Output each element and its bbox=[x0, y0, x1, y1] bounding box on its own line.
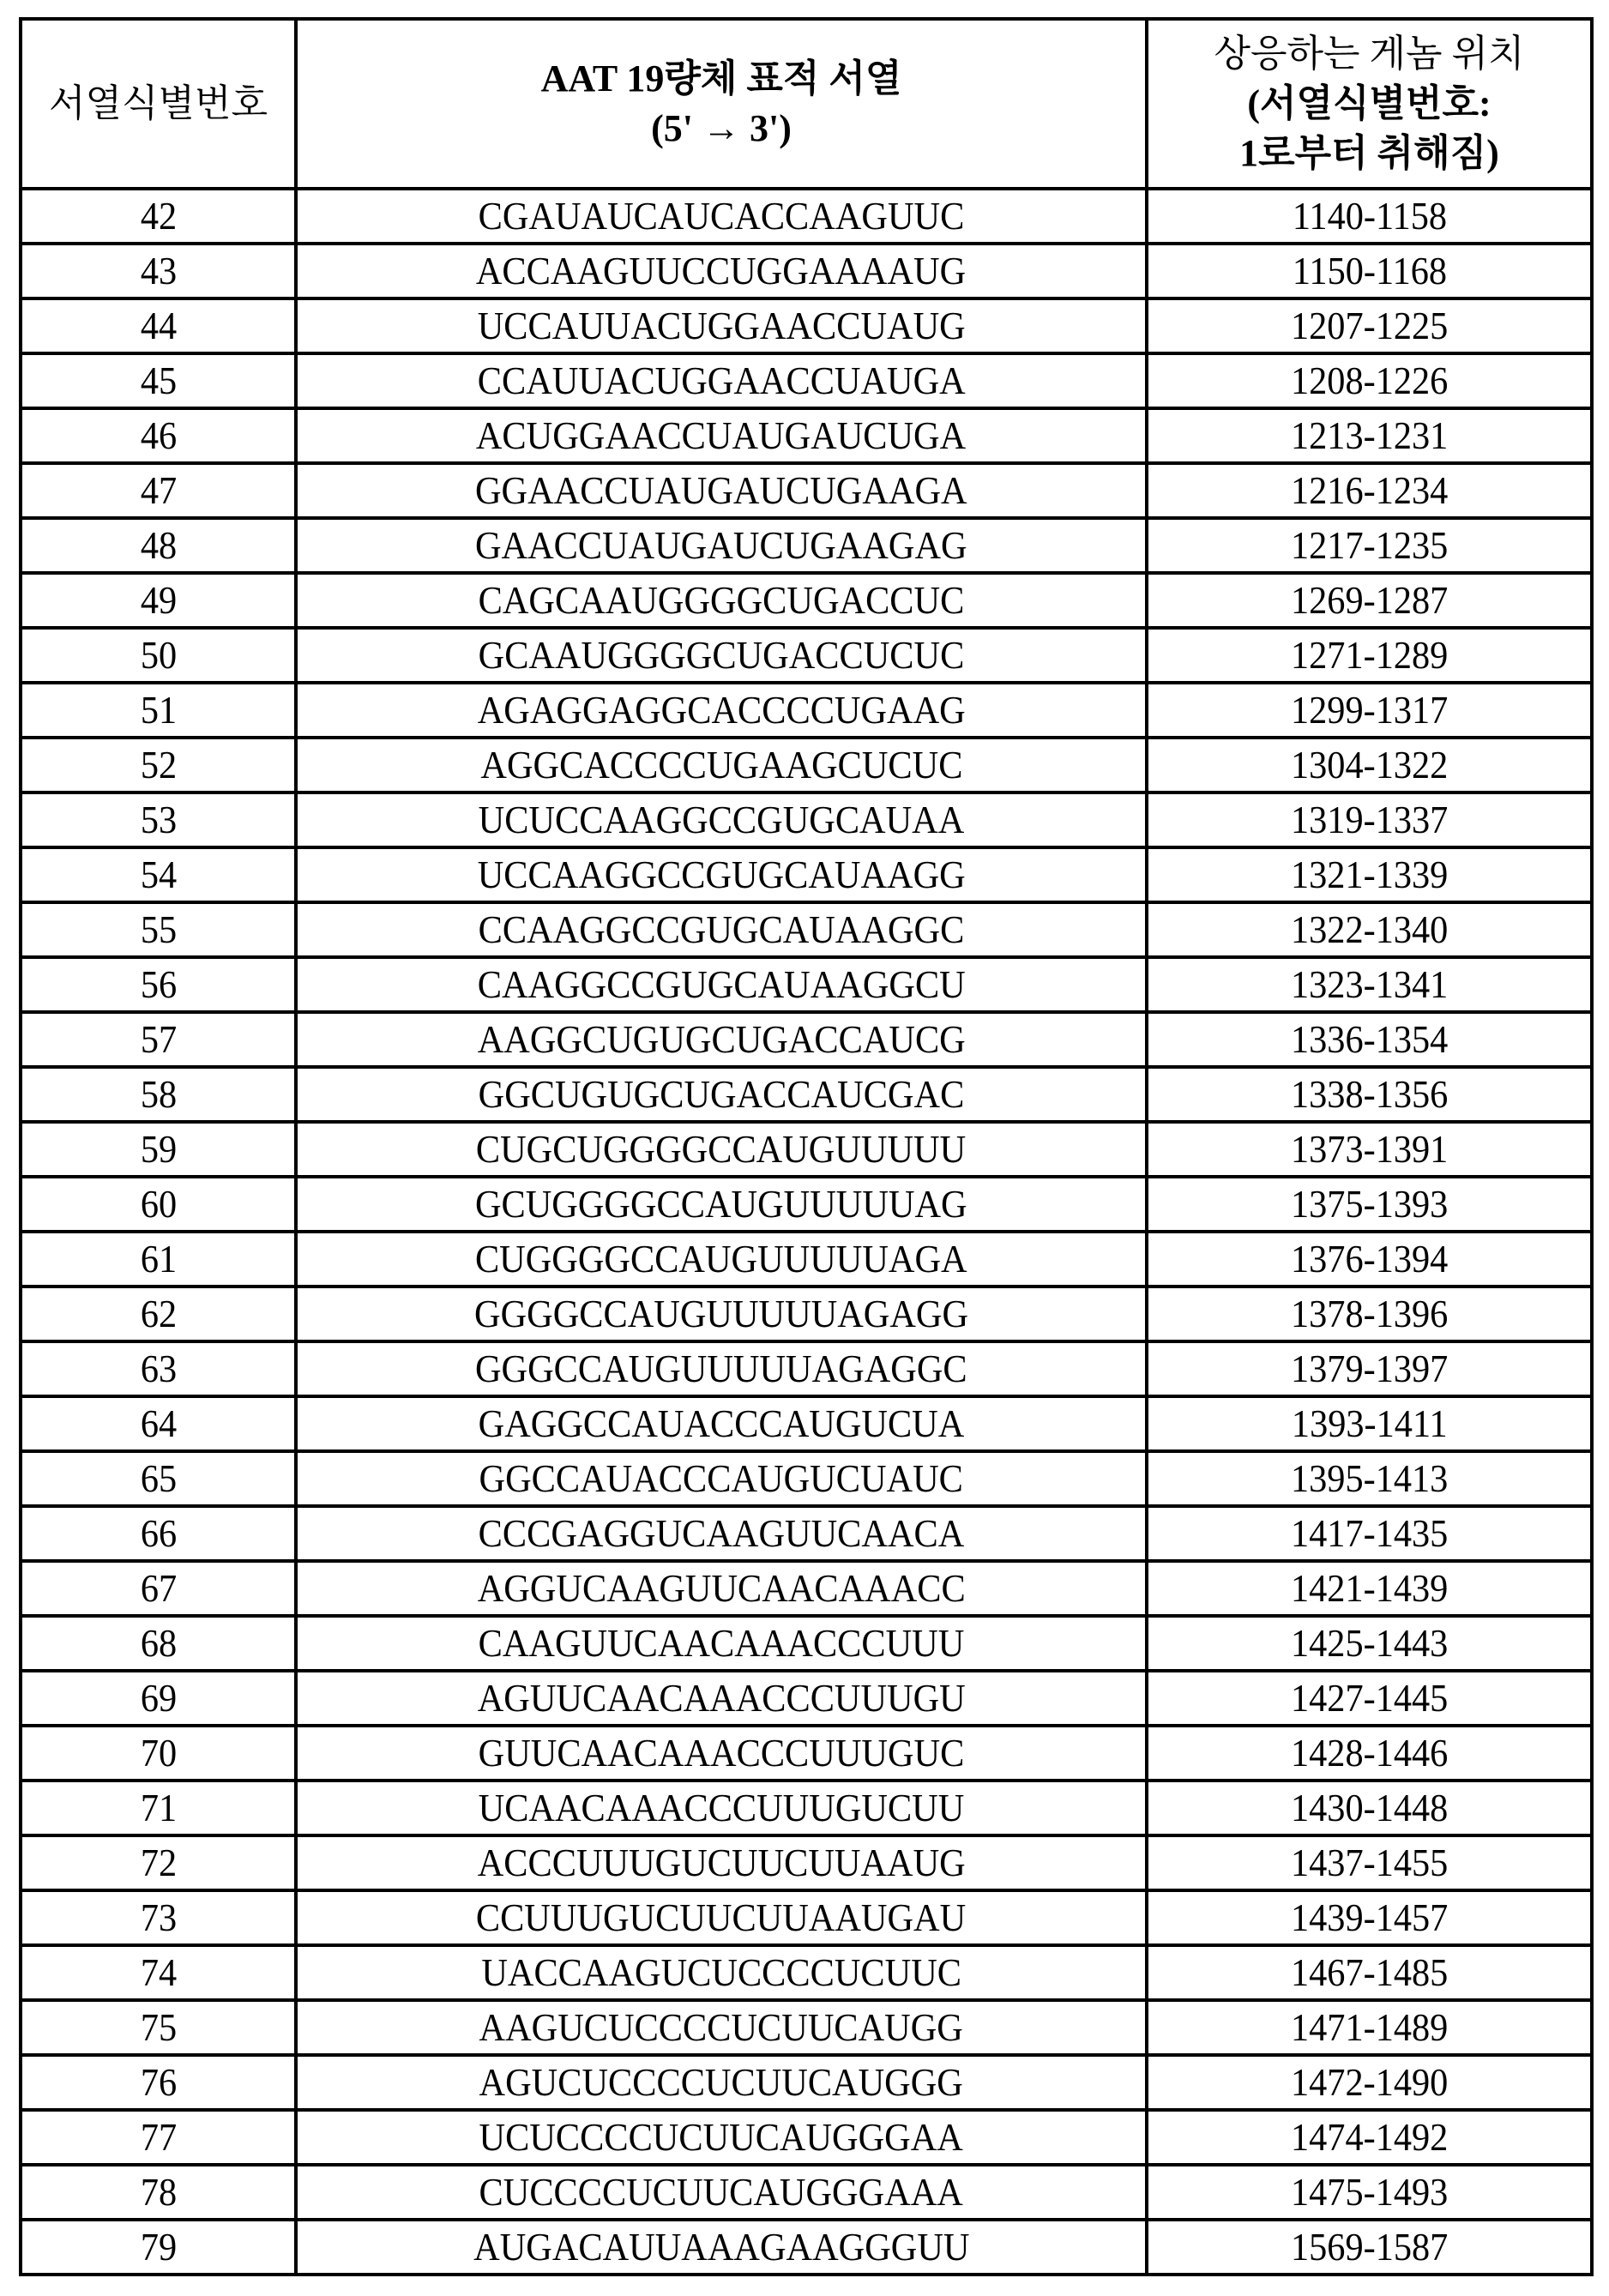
target-sequence-cell-text: AGUCUCCCCUCUUCAUGGG bbox=[479, 2058, 963, 2106]
target-sequence-cell bbox=[296, 1726, 1147, 1781]
target-sequence-cell-text: UCUCCCCUCUUCAUGGGAA bbox=[479, 2113, 963, 2161]
table-row bbox=[21, 1781, 1592, 1835]
target-sequence-cell bbox=[296, 957, 1147, 1012]
genome-position-cell bbox=[1147, 1122, 1592, 1177]
genome-position-cell-text: 1393-1411 bbox=[1292, 1400, 1448, 1448]
seq-id-cell bbox=[21, 1122, 296, 1177]
target-sequence-cell-text: GGCUGUGCUGACCAUCGAC bbox=[479, 1070, 965, 1118]
target-sequence-cell-text: AGGUCAAGUUCAACAAACC bbox=[477, 1564, 965, 1612]
target-sequence-cell-text: AGAGGAGGCACCCCUGAAG bbox=[477, 686, 965, 734]
seq-id-cell-text: 65 bbox=[140, 1455, 176, 1503]
target-sequence-cell bbox=[296, 353, 1147, 408]
target-sequence-cell-text: GAACCUAUGAUCUGAAGAG bbox=[475, 521, 967, 569]
genome-position-cell bbox=[1147, 902, 1592, 957]
table-row bbox=[21, 2110, 1592, 2165]
seq-id-cell bbox=[21, 2000, 296, 2055]
table-row bbox=[21, 2055, 1592, 2110]
seq-id-cell bbox=[21, 1396, 296, 1451]
target-sequence-cell-text: UCCAAGGCCGUGCAUAAGG bbox=[477, 851, 965, 899]
seq-id-cell-text: 49 bbox=[140, 576, 176, 624]
target-sequence-cell-text: AAGUCUCCCCUCUUCAUGG bbox=[479, 2004, 963, 2052]
target-sequence-cell bbox=[296, 573, 1147, 628]
target-sequence-cell-text: CCAUUACUGGAACCUAUGA bbox=[477, 357, 965, 405]
genome-position-cell bbox=[1147, 2110, 1592, 2165]
header-genome-position bbox=[1147, 19, 1592, 189]
target-sequence-cell bbox=[296, 2110, 1147, 2165]
seq-id-cell bbox=[21, 189, 296, 244]
seq-id-cell-text: 43 bbox=[140, 247, 176, 295]
target-sequence-cell bbox=[296, 683, 1147, 738]
table-row bbox=[21, 902, 1592, 957]
seq-id-cell-text: 51 bbox=[140, 686, 176, 734]
header-row bbox=[21, 19, 1592, 189]
seq-id-cell bbox=[21, 1890, 296, 1945]
seq-id-cell-text: 78 bbox=[140, 2168, 176, 2216]
seq-id-cell bbox=[21, 2220, 296, 2275]
genome-position-cell bbox=[1147, 573, 1592, 628]
target-sequence-cell-text: ACCAAGUUCCUGGAAAAUG bbox=[476, 247, 966, 295]
genome-position-cell-text: 1471-1489 bbox=[1291, 2004, 1448, 2052]
seq-id-cell bbox=[21, 298, 296, 353]
target-sequence-cell bbox=[296, 1561, 1147, 1616]
seq-id-cell bbox=[21, 1341, 296, 1396]
genome-position-cell-text: 1569-1587 bbox=[1291, 2223, 1448, 2271]
table-row bbox=[21, 2165, 1592, 2220]
genome-position-cell bbox=[1147, 1726, 1592, 1781]
genome-position-cell-text: 1323-1341 bbox=[1291, 961, 1448, 1009]
genome-position-cell bbox=[1147, 957, 1592, 1012]
header-genome-line3: 1로부터 취해짐) bbox=[1148, 129, 1590, 178]
target-sequence-cell-text: UACCAAGUCUCCCCUCUUC bbox=[481, 1949, 961, 1997]
target-sequence-cell bbox=[296, 1781, 1147, 1835]
header-genome-line1: 상응하는 게놈 위치 bbox=[1148, 29, 1590, 79]
target-sequence-cell-text: CAGCAAUGGGGCUGACCUC bbox=[479, 576, 965, 624]
table-row bbox=[21, 1177, 1592, 1232]
table-row bbox=[21, 683, 1592, 738]
genome-position-cell-text: 1425-1443 bbox=[1291, 1619, 1448, 1667]
seq-id-cell-text: 57 bbox=[140, 1015, 176, 1064]
genome-position-cell bbox=[1147, 1616, 1592, 1671]
target-sequence-cell bbox=[296, 1616, 1147, 1671]
seq-id-cell-text: 63 bbox=[140, 1345, 176, 1393]
seq-id-cell bbox=[21, 2110, 296, 2165]
genome-position-cell bbox=[1147, 1945, 1592, 2000]
genome-position-cell bbox=[1147, 2165, 1592, 2220]
target-sequence-cell-text: GGGGCCAUGUUUUUAGAGG bbox=[474, 1290, 968, 1338]
seq-id-cell-text: 79 bbox=[140, 2223, 176, 2271]
target-sequence-cell-text: CCCGAGGUCAAGUUCAACA bbox=[479, 1510, 965, 1558]
target-sequence-cell-text: GCUGGGGCCAUGUUUUUAG bbox=[475, 1180, 967, 1228]
genome-position-cell bbox=[1147, 1506, 1592, 1561]
table-row bbox=[21, 1671, 1592, 1726]
genome-position-cell bbox=[1147, 244, 1592, 298]
target-sequence-cell bbox=[296, 738, 1147, 792]
table-row bbox=[21, 189, 1592, 244]
table-row bbox=[21, 298, 1592, 353]
target-sequence-cell bbox=[296, 1835, 1147, 1890]
genome-position-cell bbox=[1147, 1835, 1592, 1890]
seq-id-cell bbox=[21, 1945, 296, 2000]
target-sequence-cell-text: CUCCCCUCUUCAUGGGAAA bbox=[479, 2168, 963, 2216]
target-sequence-cell-text: GCAAUGGGGCUGACCUCUC bbox=[479, 631, 965, 679]
target-sequence-cell bbox=[296, 902, 1147, 957]
genome-position-cell bbox=[1147, 1177, 1592, 1232]
seq-id-cell bbox=[21, 1671, 296, 1726]
seq-id-cell bbox=[21, 353, 296, 408]
target-sequence-cell-text: CUGCUGGGGCCAUGUUUUU bbox=[476, 1125, 966, 1173]
seq-id-cell-text: 62 bbox=[140, 1290, 176, 1338]
table-row bbox=[21, 573, 1592, 628]
seq-id-cell bbox=[21, 408, 296, 463]
seq-id-cell-text: 42 bbox=[140, 192, 176, 240]
table-row bbox=[21, 2220, 1592, 2275]
seq-id-cell bbox=[21, 1177, 296, 1232]
genome-position-cell bbox=[1147, 792, 1592, 847]
seq-id-cell-text: 60 bbox=[140, 1180, 176, 1228]
genome-position-cell-text: 1216-1234 bbox=[1291, 467, 1448, 515]
table-row bbox=[21, 408, 1592, 463]
target-sequence-cell-text: CAAGUUCAACAAACCCUUU bbox=[479, 1619, 965, 1667]
table-row bbox=[21, 738, 1592, 792]
genome-position-cell bbox=[1147, 1232, 1592, 1287]
target-sequence-cell bbox=[296, 2220, 1147, 2275]
target-sequence-cell bbox=[296, 189, 1147, 244]
target-sequence-cell-text: AGGCACCCCUGAAGCUCUC bbox=[480, 741, 962, 789]
target-sequence-cell-text: AAGGCUGUGCUGACCAUCG bbox=[477, 1015, 965, 1064]
genome-position-cell-text: 1475-1493 bbox=[1291, 2168, 1448, 2216]
target-sequence-cell bbox=[296, 792, 1147, 847]
target-sequence-cell-text: GGAACCUAUGAUCUGAAGA bbox=[475, 467, 967, 515]
target-sequence-cell bbox=[296, 1122, 1147, 1177]
seq-id-cell-text: 72 bbox=[140, 1839, 176, 1887]
seq-id-cell bbox=[21, 738, 296, 792]
seq-id-cell bbox=[21, 1561, 296, 1616]
genome-position-cell bbox=[1147, 1067, 1592, 1122]
genome-position-cell bbox=[1147, 628, 1592, 683]
genome-position-cell-text: 1208-1226 bbox=[1291, 357, 1448, 405]
seq-id-cell bbox=[21, 792, 296, 847]
seq-id-cell bbox=[21, 2165, 296, 2220]
target-sequence-cell-text: GGGCCAUGUUUUUAGAGGC bbox=[475, 1345, 967, 1393]
seq-id-cell bbox=[21, 628, 296, 683]
target-sequence-cell bbox=[296, 1232, 1147, 1287]
seq-id-cell bbox=[21, 1835, 296, 1890]
genome-position-cell bbox=[1147, 2055, 1592, 2110]
seq-id-cell bbox=[21, 1616, 296, 1671]
target-sequence-cell-text: UCAACAAACCCUUUGUCUU bbox=[479, 1784, 965, 1832]
target-sequence-cell-text: UCCAUUACUGGAACCUAUG bbox=[477, 302, 965, 350]
table-row bbox=[21, 1506, 1592, 1561]
target-sequence-cell-text: GGCCAUACCCAUGUCUAUC bbox=[479, 1455, 963, 1503]
target-sequence-cell-text: GUUCAACAAACCCUUUGUC bbox=[479, 1729, 965, 1777]
genome-position-cell-text: 1472-1490 bbox=[1291, 2058, 1448, 2106]
target-sequence-cell bbox=[296, 1341, 1147, 1396]
genome-position-cell-text: 1321-1339 bbox=[1291, 851, 1448, 899]
target-sequence-cell-text: CGAUAUCAUCACCAAGUUC bbox=[479, 192, 965, 240]
genome-position-cell bbox=[1147, 1451, 1592, 1506]
seq-id-cell bbox=[21, 957, 296, 1012]
seq-id-cell-text: 71 bbox=[140, 1784, 176, 1832]
seq-id-cell-text: 45 bbox=[140, 357, 176, 405]
seq-id-cell-text: 61 bbox=[140, 1235, 176, 1283]
seq-id-cell-text: 54 bbox=[140, 851, 176, 899]
genome-position-cell bbox=[1147, 1396, 1592, 1451]
target-sequence-cell bbox=[296, 1012, 1147, 1067]
target-sequence-cell bbox=[296, 408, 1147, 463]
table-row bbox=[21, 353, 1592, 408]
genome-position-cell bbox=[1147, 353, 1592, 408]
target-sequence-cell-text: AGUUCAACAAACCCUUUGU bbox=[477, 1674, 965, 1722]
seq-id-cell-text: 53 bbox=[140, 796, 176, 844]
target-sequence-cell bbox=[296, 847, 1147, 902]
genome-position-cell bbox=[1147, 518, 1592, 573]
header-target-sequence bbox=[296, 19, 1147, 189]
seq-id-cell-text: 48 bbox=[140, 521, 176, 569]
genome-position-cell bbox=[1147, 2220, 1592, 2275]
sequence-table bbox=[19, 17, 1594, 2276]
seq-id-cell bbox=[21, 1067, 296, 1122]
target-sequence-cell-text: UCUCCAAGGCCGUGCAUAA bbox=[479, 796, 965, 844]
genome-position-cell-text: 1304-1322 bbox=[1291, 741, 1448, 789]
seq-id-cell-text: 50 bbox=[140, 631, 176, 679]
genome-position-cell bbox=[1147, 189, 1592, 244]
table-row bbox=[21, 957, 1592, 1012]
genome-position-cell bbox=[1147, 1671, 1592, 1726]
table-row bbox=[21, 1890, 1592, 1945]
table-row bbox=[21, 1835, 1592, 1890]
seq-id-cell bbox=[21, 1781, 296, 1835]
seq-id-cell-text: 58 bbox=[140, 1070, 176, 1118]
seq-id-cell-text: 52 bbox=[140, 741, 176, 789]
table-row bbox=[21, 1945, 1592, 2000]
target-sequence-cell bbox=[296, 244, 1147, 298]
table-row bbox=[21, 1232, 1592, 1287]
target-sequence-cell-text: CAAGGCCGUGCAUAAGGCU bbox=[477, 961, 965, 1009]
genome-position-cell-text: 1373-1391 bbox=[1291, 1125, 1448, 1173]
table-row bbox=[21, 1616, 1592, 1671]
table-row bbox=[21, 1561, 1592, 1616]
table-row bbox=[21, 1122, 1592, 1177]
genome-position-cell-text: 1427-1445 bbox=[1291, 1674, 1448, 1722]
seq-id-cell-text: 64 bbox=[140, 1400, 176, 1448]
genome-position-cell-text: 1322-1340 bbox=[1291, 906, 1448, 954]
genome-position-cell-text: 1336-1354 bbox=[1291, 1015, 1448, 1064]
target-sequence-cell bbox=[296, 1067, 1147, 1122]
target-sequence-cell bbox=[296, 463, 1147, 518]
seq-id-cell-text: 44 bbox=[140, 302, 176, 350]
seq-id-cell bbox=[21, 1232, 296, 1287]
genome-position-cell bbox=[1147, 1341, 1592, 1396]
target-sequence-cell bbox=[296, 2055, 1147, 2110]
genome-position-cell bbox=[1147, 738, 1592, 792]
seq-id-cell bbox=[21, 244, 296, 298]
seq-id-cell-text: 66 bbox=[140, 1510, 176, 1558]
target-sequence-cell bbox=[296, 2000, 1147, 2055]
seq-id-cell bbox=[21, 1451, 296, 1506]
seq-id-cell bbox=[21, 2055, 296, 2110]
genome-position-cell-text: 1378-1396 bbox=[1291, 1290, 1448, 1338]
target-sequence-cell bbox=[296, 1396, 1147, 1451]
genome-position-cell-text: 1474-1492 bbox=[1291, 2113, 1448, 2161]
genome-position-cell-text: 1319-1337 bbox=[1291, 796, 1448, 844]
table-row bbox=[21, 1451, 1592, 1506]
table-row bbox=[21, 1396, 1592, 1451]
genome-position-cell-text: 1213-1231 bbox=[1291, 412, 1448, 460]
target-sequence-cell bbox=[296, 298, 1147, 353]
genome-position-cell bbox=[1147, 1561, 1592, 1616]
seq-id-cell-text: 69 bbox=[140, 1674, 176, 1722]
header-seq-id-label: 서열식별번호 bbox=[49, 82, 268, 124]
table-row bbox=[21, 1726, 1592, 1781]
target-sequence-cell bbox=[296, 1945, 1147, 2000]
genome-position-cell-text: 1376-1394 bbox=[1291, 1235, 1448, 1283]
table-row bbox=[21, 463, 1592, 518]
seq-id-cell bbox=[21, 1012, 296, 1067]
seq-id-cell-text: 75 bbox=[140, 2004, 176, 2052]
table-row bbox=[21, 792, 1592, 847]
genome-position-cell-text: 1379-1397 bbox=[1291, 1345, 1448, 1393]
target-sequence-cell bbox=[296, 1451, 1147, 1506]
genome-position-cell bbox=[1147, 1287, 1592, 1341]
table-row bbox=[21, 518, 1592, 573]
target-sequence-cell bbox=[296, 2165, 1147, 2220]
seq-id-cell-text: 47 bbox=[140, 467, 176, 515]
genome-position-cell bbox=[1147, 1781, 1592, 1835]
seq-id-cell bbox=[21, 902, 296, 957]
genome-position-cell-text: 1395-1413 bbox=[1291, 1455, 1448, 1503]
genome-position-cell-text: 1439-1457 bbox=[1291, 1894, 1448, 1942]
header-target-line1: AAT 19량체 표적 서열 bbox=[298, 54, 1145, 104]
seq-id-cell bbox=[21, 1726, 296, 1781]
genome-position-cell-text: 1428-1446 bbox=[1291, 1729, 1448, 1777]
genome-position-cell bbox=[1147, 847, 1592, 902]
table-row bbox=[21, 628, 1592, 683]
seq-id-cell bbox=[21, 1287, 296, 1341]
target-sequence-cell bbox=[296, 518, 1147, 573]
genome-position-cell bbox=[1147, 408, 1592, 463]
seq-id-cell bbox=[21, 1506, 296, 1561]
seq-id-cell-text: 55 bbox=[140, 906, 176, 954]
seq-id-cell-text: 77 bbox=[140, 2113, 176, 2161]
seq-id-cell-text: 68 bbox=[140, 1619, 176, 1667]
genome-position-cell-text: 1430-1448 bbox=[1291, 1784, 1448, 1832]
table-row bbox=[21, 1012, 1592, 1067]
genome-position-cell bbox=[1147, 1012, 1592, 1067]
seq-id-cell-text: 59 bbox=[140, 1125, 176, 1173]
target-sequence-cell-text: ACCCUUUGUCUUCUUAAUG bbox=[477, 1839, 965, 1887]
genome-position-cell-text: 1150-1168 bbox=[1292, 247, 1446, 295]
seq-id-cell bbox=[21, 518, 296, 573]
genome-position-cell-text: 1271-1289 bbox=[1291, 631, 1448, 679]
target-sequence-cell-text: CUGGGGCCAUGUUUUUAGA bbox=[475, 1235, 967, 1283]
genome-position-cell-text: 1421-1439 bbox=[1291, 1564, 1448, 1612]
table-row bbox=[21, 1287, 1592, 1341]
genome-position-cell bbox=[1147, 683, 1592, 738]
table-row bbox=[21, 847, 1592, 902]
target-sequence-cell bbox=[296, 1177, 1147, 1232]
seq-id-cell-text: 74 bbox=[140, 1949, 176, 1997]
genome-position-cell-text: 1207-1225 bbox=[1291, 302, 1448, 350]
target-sequence-cell-text: AUGACAUUAAAGAAGGGUU bbox=[473, 2223, 969, 2271]
seq-id-cell-text: 73 bbox=[140, 1894, 176, 1942]
seq-id-cell-text: 46 bbox=[140, 412, 176, 460]
seq-id-cell bbox=[21, 463, 296, 518]
seq-id-cell bbox=[21, 683, 296, 738]
header-target-line2: (5' → 3') bbox=[298, 104, 1145, 154]
genome-position-cell-text: 1140-1158 bbox=[1292, 192, 1446, 240]
header-genome-line2: (서열식별번호: bbox=[1148, 79, 1590, 129]
table-row bbox=[21, 1341, 1592, 1396]
genome-position-cell-text: 1375-1393 bbox=[1291, 1180, 1448, 1228]
header-seq-id bbox=[21, 19, 296, 189]
genome-position-cell-text: 1338-1356 bbox=[1291, 1070, 1448, 1118]
genome-position-cell-text: 1217-1235 bbox=[1291, 521, 1448, 569]
target-sequence-cell bbox=[296, 1287, 1147, 1341]
target-sequence-cell bbox=[296, 1506, 1147, 1561]
seq-id-cell bbox=[21, 573, 296, 628]
genome-position-cell bbox=[1147, 463, 1592, 518]
seq-id-cell-text: 67 bbox=[140, 1564, 176, 1612]
genome-position-cell-text: 1467-1485 bbox=[1291, 1949, 1448, 1997]
seq-id-cell-text: 76 bbox=[140, 2058, 176, 2106]
table-row bbox=[21, 1067, 1592, 1122]
target-sequence-cell-text: GAGGCCAUACCCAUGUCUA bbox=[479, 1400, 965, 1448]
seq-id-cell-text: 70 bbox=[140, 1729, 176, 1777]
seq-id-cell bbox=[21, 847, 296, 902]
genome-position-cell bbox=[1147, 2000, 1592, 2055]
genome-position-cell bbox=[1147, 298, 1592, 353]
target-sequence-cell bbox=[296, 1890, 1147, 1945]
table-row bbox=[21, 244, 1592, 298]
genome-position-cell-text: 1269-1287 bbox=[1291, 576, 1448, 624]
table-row bbox=[21, 2000, 1592, 2055]
genome-position-cell-text: 1437-1455 bbox=[1291, 1839, 1448, 1887]
target-sequence-cell bbox=[296, 628, 1147, 683]
target-sequence-cell bbox=[296, 1671, 1147, 1726]
target-sequence-cell-text: CCAAGGCCGUGCAUAAGGC bbox=[479, 906, 965, 954]
target-sequence-cell-text: ACUGGAACCUAUGAUCUGA bbox=[476, 412, 966, 460]
genome-position-cell bbox=[1147, 1890, 1592, 1945]
target-sequence-cell-text: CCUUUGUCUUCUUAAUGAU bbox=[476, 1894, 966, 1942]
genome-position-cell-text: 1299-1317 bbox=[1291, 686, 1448, 734]
seq-id-cell-text: 56 bbox=[140, 961, 176, 1009]
genome-position-cell-text: 1417-1435 bbox=[1291, 1510, 1448, 1558]
